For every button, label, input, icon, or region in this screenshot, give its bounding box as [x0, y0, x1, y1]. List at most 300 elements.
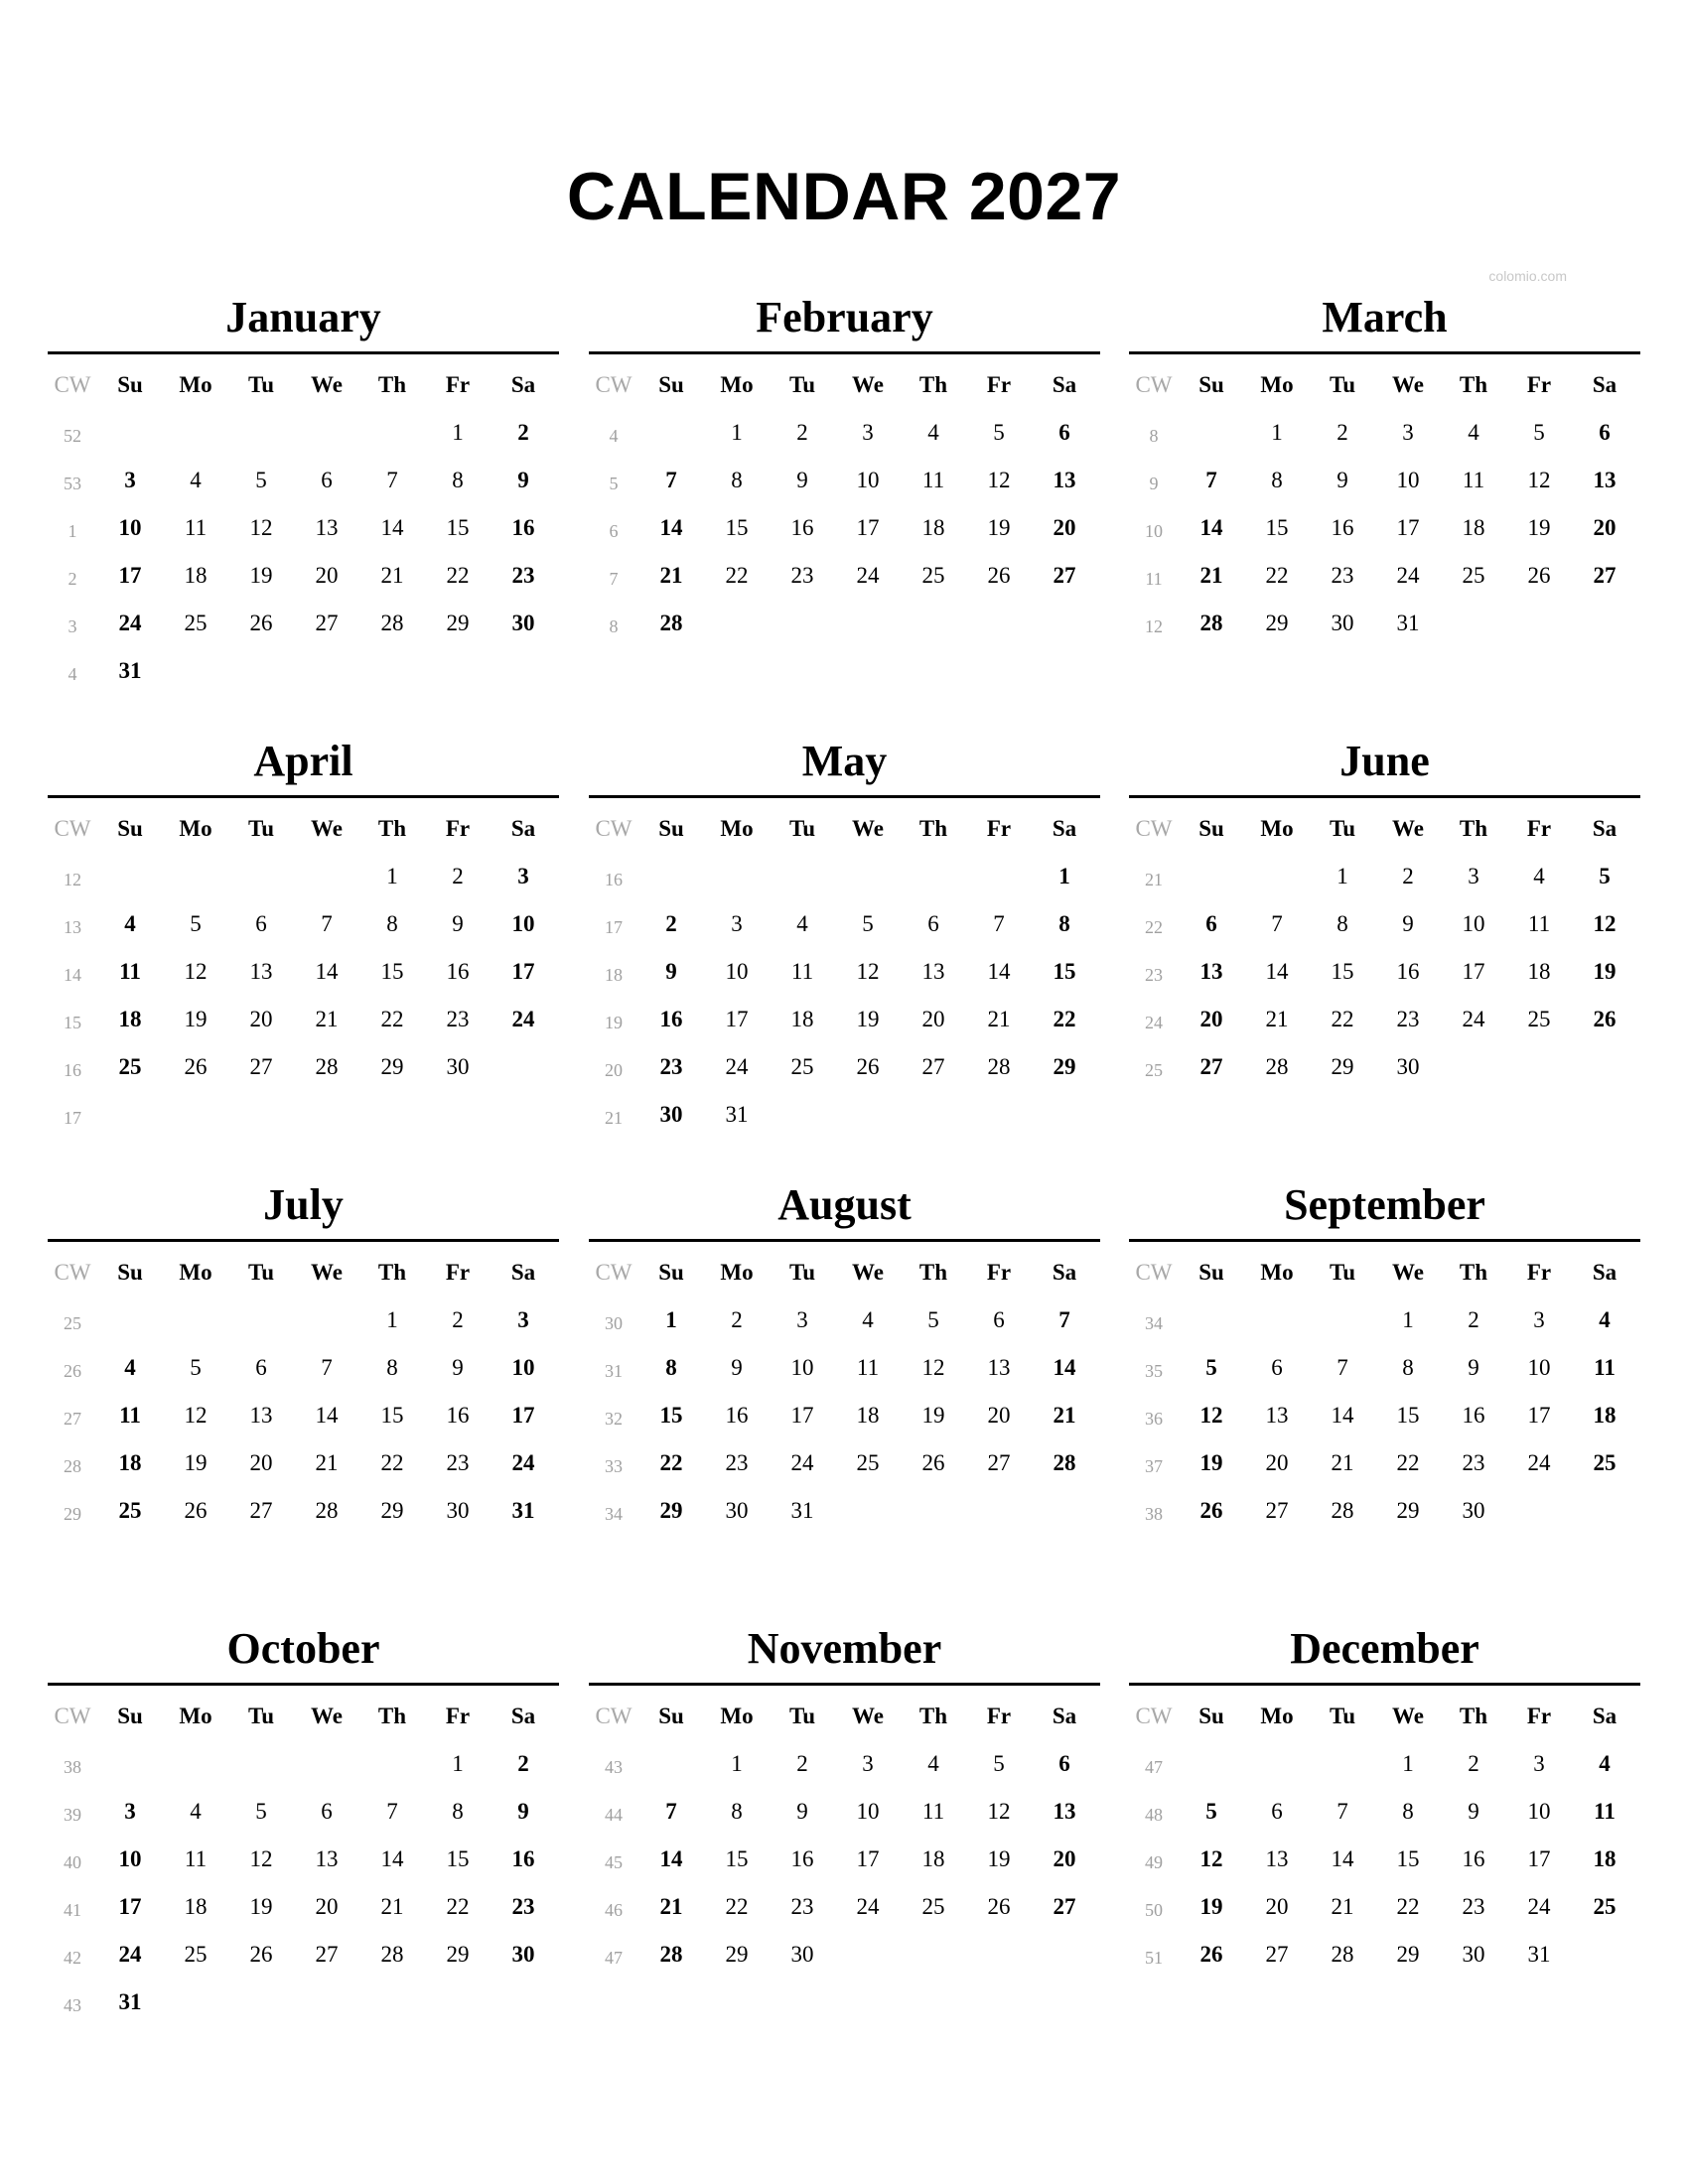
- day: 1: [731, 420, 743, 445]
- week-row: [48, 457, 559, 504]
- weekend-day: 27: [1053, 1894, 1076, 1919]
- month-divider: [48, 351, 559, 354]
- weekend-day: 29: [659, 1498, 683, 1523]
- day: 9: [796, 1799, 808, 1824]
- day: 21: [380, 563, 404, 588]
- weekday-header-row: [48, 1249, 559, 1297]
- weekday-header: Tu: [247, 1260, 275, 1285]
- day: 4: [927, 420, 939, 445]
- day: 6: [927, 911, 939, 936]
- weekday-header: Su: [658, 816, 684, 841]
- day: 7: [386, 468, 398, 492]
- day: 29: [380, 1054, 404, 1079]
- week-row: [1129, 1043, 1640, 1091]
- week-number: 25: [64, 1313, 81, 1333]
- week-number: 41: [64, 1900, 81, 1920]
- day: 31: [1396, 611, 1420, 635]
- day: 8: [1271, 468, 1283, 492]
- day: 12: [249, 515, 273, 540]
- weekday-header-row: [589, 805, 1100, 853]
- weekday-header: Mo: [1260, 1260, 1294, 1285]
- day: 25: [1462, 563, 1485, 588]
- day: 30: [790, 1942, 814, 1967]
- weekend-day: 15: [1053, 959, 1076, 984]
- week-row: [589, 996, 1100, 1043]
- weekend-day: 30: [511, 1942, 535, 1967]
- day: 11: [1462, 468, 1485, 492]
- weekend-day: 18: [1593, 1846, 1617, 1871]
- day: 13: [315, 515, 339, 540]
- day: 6: [1271, 1799, 1283, 1824]
- weekday-header: Th: [1459, 1704, 1488, 1728]
- week-number: 17: [605, 917, 623, 937]
- week-row: [48, 1883, 559, 1931]
- day: 7: [321, 911, 333, 936]
- day: 4: [1468, 420, 1479, 445]
- weekend-day: 23: [659, 1054, 683, 1079]
- weekday-header: Fr: [1526, 816, 1552, 841]
- week-number: 15: [64, 1013, 81, 1032]
- weekend-day: 5: [1205, 1355, 1217, 1380]
- day: 19: [184, 1007, 208, 1031]
- day: 9: [731, 1355, 743, 1380]
- weekend-day: 27: [1593, 563, 1617, 588]
- week-row: [1129, 600, 1640, 647]
- day: 3: [1533, 1307, 1545, 1332]
- day: 28: [315, 1054, 339, 1079]
- weekend-day: 6: [1058, 420, 1070, 445]
- weekend-day: 4: [124, 911, 136, 936]
- day: 28: [1265, 1054, 1289, 1079]
- day: 21: [315, 1007, 339, 1031]
- calendar-week-header: CW: [54, 1704, 91, 1728]
- weekend-day: 9: [665, 959, 677, 984]
- day: 14: [380, 515, 404, 540]
- month-divider: [589, 1683, 1100, 1686]
- week-row: [1129, 1392, 1640, 1439]
- day: 26: [249, 1942, 273, 1967]
- month-name: April: [253, 737, 353, 785]
- week-row: [48, 948, 559, 996]
- weekday-header: Mo: [1260, 1704, 1294, 1728]
- day: 22: [1265, 563, 1289, 588]
- weekday-header: Fr: [986, 1704, 1012, 1728]
- day: 20: [1265, 1894, 1289, 1919]
- weekday-header: Su: [1198, 816, 1224, 841]
- weekday-header-row: [1129, 1249, 1640, 1297]
- week-number: 38: [1145, 1504, 1163, 1524]
- day: 30: [1462, 1498, 1485, 1523]
- weekday-header: Fr: [445, 816, 471, 841]
- calendar-week-header: CW: [54, 1260, 91, 1285]
- weekend-day: 12: [1593, 911, 1617, 936]
- week-number: 46: [605, 1900, 623, 1920]
- weekend-day: 14: [659, 515, 683, 540]
- weekday-header: Sa: [1592, 1704, 1618, 1728]
- day: 1: [386, 1307, 398, 1332]
- day: 22: [1331, 1007, 1354, 1031]
- day: 19: [184, 1450, 208, 1475]
- day: 29: [446, 1942, 470, 1967]
- weekend-day: 28: [659, 611, 683, 635]
- weekday-header: Su: [658, 1704, 684, 1728]
- week-row: [589, 1487, 1100, 1535]
- day: 8: [1336, 911, 1348, 936]
- day: 9: [796, 468, 808, 492]
- weekend-day: 10: [511, 1355, 535, 1380]
- day: 16: [1396, 959, 1420, 984]
- week-row: [1129, 900, 1640, 948]
- weekend-day: 14: [1053, 1355, 1076, 1380]
- month-april: [48, 734, 559, 1151]
- week-row: [589, 552, 1100, 600]
- weekday-header-row: [1129, 361, 1640, 409]
- day: 23: [1462, 1894, 1485, 1919]
- weekend-day: 18: [118, 1007, 142, 1031]
- weekday-header: Fr: [1526, 1704, 1552, 1728]
- week-row: [589, 1091, 1100, 1139]
- day: 2: [1468, 1307, 1479, 1332]
- week-number: 21: [1145, 870, 1163, 889]
- month-divider: [1129, 795, 1640, 798]
- day: 17: [1462, 959, 1485, 984]
- day: 27: [1265, 1942, 1289, 1967]
- weekday-header: Sa: [510, 816, 536, 841]
- month-august: [589, 1177, 1100, 1594]
- month-grid: [1129, 1249, 1640, 1535]
- day: 1: [1402, 1307, 1414, 1332]
- weekend-day: 17: [511, 1403, 535, 1428]
- day: 4: [190, 1799, 202, 1824]
- day: 1: [386, 864, 398, 888]
- day: 13: [987, 1355, 1011, 1380]
- calendar-week-header: CW: [54, 816, 91, 841]
- weekday-header: Mo: [1260, 816, 1294, 841]
- month-september: [1129, 1177, 1640, 1594]
- weekend-day: 25: [1593, 1894, 1617, 1919]
- weekend-day: 16: [659, 1007, 683, 1031]
- week-number: 28: [64, 1456, 81, 1476]
- day: 29: [380, 1498, 404, 1523]
- calendar-week-header: CW: [54, 372, 91, 397]
- weekend-day: 5: [1205, 1799, 1217, 1824]
- weekend-day: 31: [511, 1498, 535, 1523]
- day: 11: [184, 1846, 208, 1871]
- weekend-day: 3: [124, 468, 136, 492]
- weekend-day: 7: [1058, 1307, 1070, 1332]
- week-number: 20: [605, 1060, 623, 1080]
- week-row: [589, 1740, 1100, 1788]
- day: 11: [790, 959, 814, 984]
- week-number: 30: [605, 1313, 623, 1333]
- day: 23: [790, 563, 814, 588]
- day: 14: [315, 959, 339, 984]
- day: 13: [1265, 1846, 1289, 1871]
- weekday-header: Mo: [720, 816, 754, 841]
- day: 10: [856, 1799, 880, 1824]
- day: 27: [987, 1450, 1011, 1475]
- weekend-day: 11: [1594, 1355, 1616, 1380]
- weekend-day: 8: [665, 1355, 677, 1380]
- day: 15: [725, 1846, 749, 1871]
- day: 7: [1271, 911, 1283, 936]
- week-row: [589, 1043, 1100, 1091]
- week-number: 33: [605, 1456, 623, 1476]
- weekend-day: 23: [511, 1894, 535, 1919]
- day: 15: [725, 515, 749, 540]
- weekend-day: 16: [511, 515, 535, 540]
- month-grid: [1129, 805, 1640, 1091]
- weekday-header: Fr: [445, 1260, 471, 1285]
- week-number: 26: [64, 1361, 81, 1381]
- weekday-header-row: [48, 1693, 559, 1740]
- week-row: [48, 409, 559, 457]
- day: 1: [1336, 864, 1348, 888]
- weekend-day: 10: [118, 1846, 142, 1871]
- weekday-header: We: [311, 372, 343, 397]
- day: 17: [856, 1846, 880, 1871]
- day: 1: [452, 420, 464, 445]
- week-number: 24: [1145, 1013, 1163, 1032]
- weekend-day: 25: [1593, 1450, 1617, 1475]
- weekend-day: 10: [511, 911, 535, 936]
- week-row: [48, 1979, 559, 2026]
- weekday-header: Tu: [247, 372, 275, 397]
- weekday-header: Mo: [179, 1260, 212, 1285]
- weekday-header-row: [48, 361, 559, 409]
- week-row: [48, 600, 559, 647]
- page-title: CALENDAR 2027: [566, 159, 1122, 234]
- day: 5: [993, 1751, 1005, 1776]
- day: 16: [446, 959, 470, 984]
- weekday-header: We: [1392, 372, 1424, 397]
- day: 16: [790, 515, 814, 540]
- day: 24: [856, 563, 880, 588]
- weekend-day: 21: [1199, 563, 1223, 588]
- weekend-day: 28: [1053, 1450, 1076, 1475]
- day: 13: [249, 959, 273, 984]
- week-row: [589, 600, 1100, 647]
- week-row: [48, 1392, 559, 1439]
- weekday-header: Sa: [1052, 1704, 1077, 1728]
- week-row: [589, 457, 1100, 504]
- weekday-header: Th: [1459, 1260, 1488, 1285]
- weekday-header-row: [589, 361, 1100, 409]
- weekday-header: Mo: [1260, 372, 1294, 397]
- weekday-header: Th: [918, 816, 948, 841]
- day: 17: [1527, 1403, 1551, 1428]
- weekend-day: 11: [1594, 1799, 1616, 1824]
- month-name: October: [226, 1624, 380, 1673]
- day: 12: [1527, 468, 1551, 492]
- month-july: [48, 1177, 559, 1594]
- weekday-header: Su: [658, 372, 684, 397]
- day: 25: [184, 611, 208, 635]
- week-number: 42: [64, 1948, 81, 1968]
- weekday-header: Fr: [1526, 372, 1552, 397]
- weekday-header: Su: [117, 372, 143, 397]
- day: 26: [856, 1054, 880, 1079]
- weekday-header: Tu: [247, 1704, 275, 1728]
- calendar-week-header: CW: [1135, 1704, 1173, 1728]
- calendar-week-header: CW: [595, 1260, 633, 1285]
- day: 31: [1527, 1942, 1551, 1967]
- day: 20: [921, 1007, 945, 1031]
- weekend-day: 21: [659, 1894, 683, 1919]
- weekend-day: 6: [1205, 911, 1217, 936]
- week-number: 44: [605, 1805, 623, 1825]
- day: 24: [856, 1894, 880, 1919]
- month-grid: [1129, 1693, 1640, 1979]
- day: 11: [1527, 911, 1551, 936]
- week-number: 32: [605, 1409, 623, 1429]
- week-number: 11: [1145, 569, 1163, 589]
- day: 30: [446, 1498, 470, 1523]
- weekday-header: Fr: [1526, 1260, 1552, 1285]
- month-divider: [589, 795, 1100, 798]
- calendar-week-header: CW: [1135, 372, 1173, 397]
- day: 2: [452, 1307, 464, 1332]
- week-row: [1129, 409, 1640, 457]
- day: 29: [1396, 1942, 1420, 1967]
- day: 6: [321, 1799, 333, 1824]
- week-row: [589, 1297, 1100, 1344]
- weekday-header: Th: [918, 372, 948, 397]
- weekday-header: Sa: [1052, 372, 1077, 397]
- day: 13: [1265, 1403, 1289, 1428]
- day: 16: [1331, 515, 1354, 540]
- calendar-week-header: CW: [595, 816, 633, 841]
- week-number: 49: [1145, 1852, 1163, 1872]
- day: 22: [725, 563, 749, 588]
- day: 22: [1396, 1894, 1420, 1919]
- weekday-header: We: [1392, 1704, 1424, 1728]
- week-row: [48, 504, 559, 552]
- weekend-day: 4: [124, 1355, 136, 1380]
- weekday-header: Mo: [179, 372, 212, 397]
- week-row: [48, 996, 559, 1043]
- weekday-header: Mo: [179, 816, 212, 841]
- day: 5: [190, 911, 202, 936]
- day: 7: [1336, 1799, 1348, 1824]
- day: 22: [380, 1007, 404, 1031]
- day: 6: [1271, 1355, 1283, 1380]
- day: 3: [1402, 420, 1414, 445]
- month-november: [589, 1621, 1100, 2038]
- day: 8: [1402, 1799, 1414, 1824]
- weekday-header: Th: [377, 1704, 407, 1728]
- weekday-header: Tu: [1329, 1704, 1356, 1728]
- weekend-day: 13: [1053, 1799, 1076, 1824]
- week-row: [589, 1836, 1100, 1883]
- month-name: February: [756, 293, 933, 341]
- day: 8: [452, 1799, 464, 1824]
- day: 24: [1527, 1450, 1551, 1475]
- day: 29: [725, 1942, 749, 1967]
- day: 8: [386, 1355, 398, 1380]
- day: 10: [1527, 1355, 1551, 1380]
- weekend-day: 7: [665, 1799, 677, 1824]
- day: 9: [452, 1355, 464, 1380]
- month-may: [589, 734, 1100, 1151]
- day: 6: [255, 911, 267, 936]
- day: 18: [921, 1846, 945, 1871]
- day: 12: [856, 959, 880, 984]
- weekday-header: Th: [377, 372, 407, 397]
- week-number: 16: [605, 870, 623, 889]
- month-grid: [589, 1249, 1100, 1535]
- day: 2: [796, 1751, 808, 1776]
- week-number: 48: [1145, 1805, 1163, 1825]
- day: 10: [1527, 1799, 1551, 1824]
- day: 1: [1402, 1751, 1414, 1776]
- day: 23: [725, 1450, 749, 1475]
- day: 8: [386, 911, 398, 936]
- day: 26: [987, 563, 1011, 588]
- week-number: 51: [1145, 1948, 1163, 1968]
- weekend-day: 30: [511, 611, 535, 635]
- day: 24: [1396, 563, 1420, 588]
- day: 14: [1331, 1403, 1354, 1428]
- day: 19: [249, 563, 273, 588]
- week-number: 25: [1145, 1060, 1163, 1080]
- day: 17: [856, 515, 880, 540]
- week-row: [589, 1344, 1100, 1392]
- weekend-day: 18: [1593, 1403, 1617, 1428]
- week-row: [589, 409, 1100, 457]
- day: 10: [1396, 468, 1420, 492]
- day: 24: [790, 1450, 814, 1475]
- weekend-day: 31: [118, 658, 142, 683]
- calendar-week-header: CW: [1135, 816, 1173, 841]
- week-row: [589, 1392, 1100, 1439]
- weekend-day: 24: [118, 611, 142, 635]
- weekday-header: We: [852, 1704, 884, 1728]
- week-number: 47: [1145, 1757, 1163, 1777]
- week-row: [48, 900, 559, 948]
- week-number: 18: [605, 965, 623, 985]
- week-row: [1129, 1344, 1640, 1392]
- week-row: [1129, 1883, 1640, 1931]
- weekday-header: We: [311, 816, 343, 841]
- day: 30: [446, 1054, 470, 1079]
- week-row: [589, 853, 1100, 900]
- month-october: [48, 1621, 559, 2038]
- weekend-day: 23: [511, 563, 535, 588]
- day: 25: [921, 1894, 945, 1919]
- day: 20: [315, 563, 339, 588]
- weekend-day: 30: [659, 1102, 683, 1127]
- week-number: 7: [609, 569, 619, 589]
- weekend-day: 22: [659, 1450, 683, 1475]
- day: 21: [987, 1007, 1011, 1031]
- weekend-day: 29: [1053, 1054, 1076, 1079]
- day: 12: [184, 959, 208, 984]
- day: 26: [184, 1498, 208, 1523]
- week-number: 19: [605, 1013, 623, 1032]
- day: 18: [1462, 515, 1485, 540]
- weekday-header: Tu: [788, 372, 816, 397]
- day: 18: [790, 1007, 814, 1031]
- day: 16: [1462, 1403, 1485, 1428]
- weekend-day: 26: [1593, 1007, 1617, 1031]
- day: 18: [921, 515, 945, 540]
- day: 23: [790, 1894, 814, 1919]
- weekend-day: 20: [1199, 1007, 1223, 1031]
- weekday-header-row: [589, 1693, 1100, 1740]
- weekday-header: Mo: [720, 1260, 754, 1285]
- weekend-day: 26: [1199, 1498, 1223, 1523]
